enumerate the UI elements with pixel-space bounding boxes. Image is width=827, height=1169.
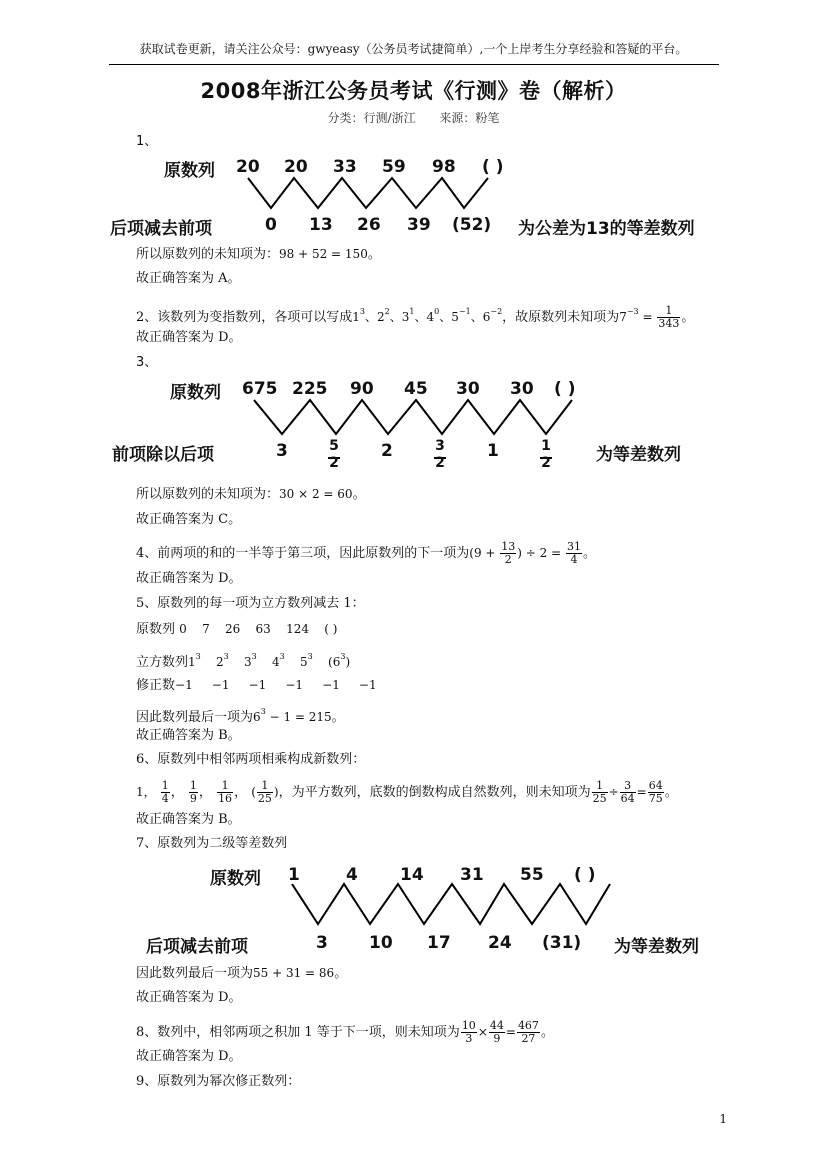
- q7-top-3: 31: [460, 865, 484, 885]
- q3-bottom-3: 3 2: [435, 438, 445, 471]
- q4-text: 4、前两项的和的一半等于第三项，因此原数列的下一项为: [136, 546, 470, 561]
- q5-row-corrections: [136, 677, 377, 694]
- q5-row-cubes: [136, 649, 350, 671]
- q5-row3-value: −1: [175, 678, 193, 692]
- q2-power-base: 6: [482, 310, 491, 324]
- q2-power-exp: 1: [409, 307, 415, 316]
- q3-text-end: 。: [352, 487, 366, 502]
- q6-frac-num: 1: [217, 780, 233, 793]
- q7-bottom-0: 3: [316, 933, 328, 953]
- q2-math: [619, 304, 681, 330]
- q4-frac1-num: 13: [501, 540, 516, 553]
- q5-conclusion-text: 因此数列最后一项为: [136, 710, 254, 725]
- q5-row1-value: 7: [202, 622, 210, 636]
- q8-frac-res-num: 467: [517, 1019, 539, 1032]
- q1-top-1: 20: [284, 157, 308, 177]
- q1-answer: 故正确答案为 A。: [136, 271, 241, 286]
- q6-frac-den: 4: [161, 792, 169, 805]
- q3-label-top: 原数列: [170, 383, 221, 403]
- q4-math-b: ) ÷ 2 =: [517, 546, 562, 560]
- q3-label-bottom: 前项除以后项: [112, 445, 214, 465]
- q8-eq: =: [505, 1025, 516, 1039]
- q2-powers: $1^3$、$2^2$、$3^1$、$4^0$、$5^{-1}$、$6^{-2}$: [352, 307, 503, 324]
- q5-row1-value: 0: [179, 622, 187, 636]
- page-number: 1: [719, 1112, 727, 1126]
- q3-top-2: 90: [350, 379, 374, 399]
- q6-text-mid: ，为平方数列，底数的倒数构成自然数列，则未知项为: [278, 785, 591, 800]
- q2-text: 2、该数列为变指数列，各项可以写成: [136, 310, 353, 325]
- q2-text-end: 。: [681, 310, 695, 325]
- q2-power-exp: −1: [458, 307, 471, 316]
- q5-row1-value: ( ): [324, 622, 338, 636]
- q2-answer: 故正确答案为 D。: [136, 330, 242, 345]
- q8-explanation: [136, 1020, 554, 1045]
- q5-cube-base: 3: [244, 655, 252, 669]
- q3-top-3: 45: [404, 379, 428, 399]
- q1-diagram: [106, 148, 726, 242]
- q1-label-top: 原数列: [164, 161, 215, 181]
- q7-top-1: 4: [346, 865, 358, 885]
- q2-power-exp: 3: [359, 307, 366, 316]
- q6-paren-frac-num: 1: [257, 780, 273, 793]
- q1-bottom-4: (52): [452, 215, 492, 235]
- q6-calc-eq: =: [636, 785, 647, 799]
- q7-conclusion-math: 55 + 31 = 86: [253, 966, 335, 980]
- q6-frac-den: 9: [189, 792, 197, 805]
- q5-row3-label: 修正数: [136, 678, 176, 693]
- q6-frac: [217, 780, 233, 805]
- q5-row1-value: 124: [286, 622, 309, 636]
- q5-row1-label: 原数列: [136, 622, 176, 637]
- q6-calc-a-num: 1: [592, 780, 608, 793]
- q6-frac: [161, 780, 170, 805]
- q4-frac2-num: 31: [567, 540, 581, 553]
- q1-label-right: 为公差为13的等差数列: [518, 219, 695, 239]
- q1-bottom-0: 0: [265, 215, 277, 235]
- q7-label-right: 为等差数列: [614, 937, 699, 957]
- q3-top-1: 225: [292, 379, 328, 399]
- q3-explanation: [136, 486, 366, 503]
- q1-bottom-1: 13: [309, 215, 333, 235]
- q6-calc-result: [648, 780, 664, 805]
- q6-frac-num: 1: [189, 779, 197, 792]
- q6-frac: [189, 780, 198, 805]
- q3-top-0: 675: [242, 379, 278, 399]
- q6-first: 1，: [136, 785, 156, 799]
- q1-label-bottom: 后项减去前项: [110, 219, 212, 239]
- q3-label-right: 为等差数列: [596, 445, 681, 465]
- q6-paren-open: (: [251, 785, 256, 799]
- q1-text-end: 。: [367, 247, 381, 262]
- q8-answer: 故正确答案为 D。: [136, 1049, 242, 1064]
- q2-power-base: 1: [352, 310, 360, 324]
- q6-calc-res-den: 75: [648, 792, 663, 805]
- q1-math: 98 + 52 = 150: [279, 247, 368, 261]
- q5-row3-value: −1: [358, 678, 377, 692]
- q5-row2-label: 立方数列: [136, 655, 189, 670]
- q8-text-end: 。: [540, 1025, 554, 1040]
- page-title: 2008年浙江公务员考试《行测》卷（解析）: [200, 79, 627, 103]
- q5-cube-exp: 3: [223, 652, 229, 661]
- q5-cube-close: ): [345, 655, 351, 669]
- q3-bottom-4: 1: [487, 441, 499, 461]
- q8-frac-a-num: 10: [461, 1019, 476, 1032]
- q3-answer: 故正确答案为 C。: [136, 512, 242, 527]
- q5-conclusion-base: 6: [253, 710, 261, 724]
- q2-power-base: 5: [451, 310, 459, 324]
- q8-frac-a-den: 3: [465, 1032, 473, 1045]
- q3-top-5: 30: [510, 379, 534, 399]
- q4-frac2: [566, 541, 582, 566]
- q6-calc-op: ÷: [608, 785, 619, 799]
- q6-text-end: 。: [664, 785, 678, 800]
- q6-calc-b-den: 64: [620, 792, 635, 805]
- q6-explanation: 1， $\frac{1}{4}$ ， $\frac{1}{9}$ ， $\frac{1}{16}$ ， ( $\frac{1}{25}$ )，为平方数列，底数的倒数构成自然数列，则未知项为 $\frac{1}{25}$ ÷ $\frac{3}{64}$ = $\frac{64}{75}$ 。: [136, 779, 678, 805]
- q5-conclusion-math: [253, 707, 332, 724]
- q7-top-0: 1: [288, 865, 300, 885]
- q7-bottom-1: 10: [369, 933, 393, 953]
- q5-row1-value: 26: [224, 622, 241, 636]
- q5-row3-values: [175, 678, 377, 692]
- q7-label-top: 原数列: [210, 869, 261, 889]
- q3-bottom-1: 5 2: [329, 438, 339, 471]
- q5-conclusion-rest: − 1 = 215: [269, 710, 332, 724]
- q1-top-5: ( ): [482, 157, 504, 177]
- q1-bottom-3: 39: [407, 215, 431, 235]
- q6-paren-frac: [257, 780, 273, 805]
- q6-calc-res-num: 64: [648, 779, 663, 792]
- q5-cube-base: 4: [272, 655, 280, 669]
- q4-math: [469, 540, 583, 566]
- q7-top-5: ( ): [574, 865, 596, 885]
- q7-conclusion: [136, 965, 347, 982]
- q8-op: ×: [477, 1025, 488, 1039]
- q2-power-base: 2: [377, 310, 385, 324]
- q7-top-2: 14: [400, 865, 424, 885]
- q1-text: 所以原数列的未知项为：: [136, 247, 280, 262]
- q3-math: 30 × 2 = 60: [279, 487, 353, 501]
- q5-cube-exp: 3: [340, 652, 346, 661]
- q6-calc-a: [592, 780, 608, 805]
- q3-bottom-0: 3: [276, 441, 288, 461]
- q5-conclusion: [136, 704, 345, 726]
- q7-conclusion-text: 因此数列最后一项为: [136, 966, 254, 981]
- q5-cube-base: 1: [188, 655, 196, 669]
- q7-diagram: [140, 856, 740, 960]
- q5-row-original: [136, 621, 337, 638]
- q5-row2-values: [188, 652, 351, 669]
- q8-frac-b-den: 9: [493, 1032, 501, 1045]
- q8-frac-b: [489, 1020, 505, 1045]
- q1-number: 1、: [136, 134, 158, 149]
- q5-cube-exp: 3: [251, 652, 257, 661]
- q8-frac-b-num: 44: [489, 1019, 504, 1032]
- q4-frac1: [500, 541, 516, 566]
- q1-top-4: 98: [432, 157, 456, 177]
- q5-cube-base: 2: [216, 655, 224, 669]
- q4-math-a: (9 +: [469, 546, 496, 560]
- q8-frac-res-den: 27: [521, 1032, 536, 1045]
- q7-bottom-2: 17: [427, 933, 451, 953]
- q5-row3-value: −1: [285, 678, 304, 692]
- q5-cube-base: 5: [300, 655, 308, 669]
- q2-base: 7: [619, 310, 627, 324]
- q7-answer: 故正确答案为 D。: [136, 990, 242, 1005]
- q3-bottom-5: 1 2: [541, 438, 551, 471]
- q4-text-end: 。: [583, 546, 597, 561]
- q7-conclusion-end: 。: [334, 966, 348, 981]
- q6-answer: 故正确答案为 B。: [136, 812, 241, 827]
- q2-fraction: [657, 305, 680, 330]
- q8-text: 8、数列中，相邻两项之积加 1 等于下一项，则未知项为: [136, 1025, 460, 1040]
- q2-frac-den: 343: [658, 317, 680, 330]
- q6-paren-close: ): [273, 785, 279, 799]
- q5-row3-value: −1: [322, 678, 340, 692]
- q3-text: 所以原数列的未知项为：: [136, 487, 280, 502]
- q2-eq: =: [642, 310, 653, 324]
- q1-top-3: 59: [382, 157, 406, 177]
- header-notice: 获取试卷更新，请关注公众号：gwyeasy（公务员考试捷简单）,一个上岸考生分享经验和答疑的平台。: [139, 42, 688, 56]
- q5-cube-base: (6: [328, 655, 341, 669]
- q2-power-base: 4: [426, 310, 435, 324]
- q6-intro: 6、原数列中相邻两项相乘构成新数列：: [136, 752, 366, 767]
- q5-cube-exp: 3: [307, 652, 313, 661]
- header-divider: [109, 64, 719, 65]
- q6-calc-b-num: 3: [620, 780, 636, 793]
- q5-conclusion-end: 。: [331, 710, 345, 725]
- q4-explanation: [136, 541, 596, 566]
- q2-power-exp: 2: [384, 307, 390, 316]
- q2-power-exp: 0: [434, 307, 440, 316]
- q5-row3-value: −1: [248, 678, 267, 692]
- q5-conclusion-exp: 3: [260, 707, 266, 716]
- q5-intro: 5、原数列的每一项为立方数列减去 1：: [136, 596, 365, 611]
- q1-top-0: 20: [236, 157, 260, 177]
- q3-bottom-2: 2: [381, 441, 393, 461]
- q7-bottom-4: (31): [542, 933, 582, 953]
- page-meta: [0, 109, 827, 126]
- q7-label-bottom: 后项减去前项: [146, 937, 248, 957]
- meta-source: 来源：粉笔: [439, 111, 500, 125]
- q6-calc-b: [620, 780, 636, 805]
- q6-paren-frac-den: 25: [257, 792, 272, 805]
- q1-bottom-2: 26: [357, 215, 381, 235]
- q9-intro: 9、原数列为幂次修正数列：: [136, 1074, 301, 1089]
- q2-text-mid: ，故原数列未知项为: [502, 310, 620, 325]
- q2-frac-num: 1: [657, 305, 680, 318]
- q5-cube-exp: 3: [279, 652, 285, 661]
- q2-power-base: 3: [401, 310, 410, 324]
- q6-calc-a-den: 25: [592, 792, 607, 805]
- q4-answer: 故正确答案为 D。: [136, 571, 242, 586]
- q3-number: 3、: [136, 355, 158, 370]
- q1-explanation: [136, 246, 381, 263]
- q2-explanation: [136, 304, 694, 330]
- q4-frac1-den: 2: [504, 553, 512, 566]
- q5-cube-exp: 3: [195, 652, 201, 661]
- q5-row1-value: 63: [255, 622, 271, 636]
- q5-answer: 故正确答案为 B。: [136, 728, 241, 743]
- q7-bottom-3: 24: [488, 933, 512, 953]
- q3-diagram: [106, 370, 726, 478]
- q2-power-exp: −2: [490, 307, 503, 316]
- q3-top-4: 30: [456, 379, 480, 399]
- q2-exp: −3: [626, 307, 639, 316]
- meta-category: 分类：行测/浙江: [327, 111, 416, 125]
- q7-intro: 7、原数列为二级等差数列: [136, 836, 288, 851]
- q3-top-6: ( ): [554, 379, 576, 399]
- q8-frac-a: [461, 1020, 477, 1045]
- q7-top-4: 55: [520, 865, 544, 885]
- q6-frac-den: 16: [218, 792, 233, 805]
- q5-row1-values: [179, 622, 337, 636]
- q4-frac2-den: 4: [570, 553, 578, 566]
- q5-row3-value: −1: [211, 678, 230, 692]
- q6-frac-num: 1: [161, 779, 169, 792]
- q1-top-2: 33: [333, 157, 357, 177]
- q8-frac-result: [517, 1020, 540, 1045]
